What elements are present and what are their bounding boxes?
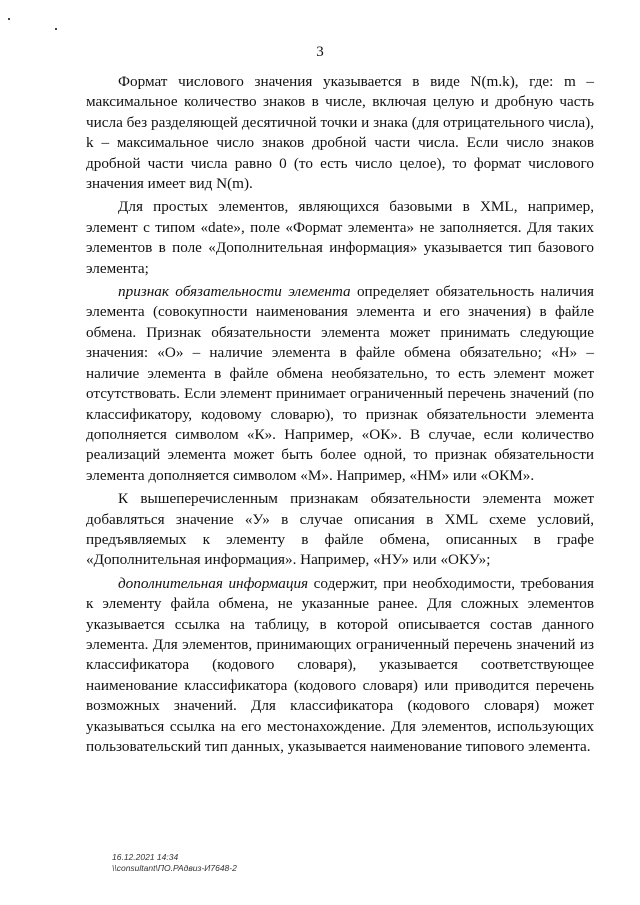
paragraph-text: Формат числового значения указывается в виде N(m.k), где: m – максимальное количество знаков в числе, включая целую и дробную часть числа без разделяющей десятичной точки и знака (для отрицательного числа), k – максимальное число знаков дробной части числа. Если число знаков дробной части числа равно 0 (то есть число целое), то формат числового значения имеет вид N(m).: [86, 73, 594, 193]
print-path: \\consultant\ПО.РАдвиз-И7648-2: [112, 863, 237, 873]
paragraph-text: К вышеперечисленным признакам обязательности элемента может добавляться значение «У» в случае описания в XML схеме условий, предъявляемых к элементу в файле обмена, описанных в графе «Дополнительная информация». Например, «НУ» или «ОКУ»;: [86, 490, 594, 569]
paragraph: [86, 282, 594, 486]
paragraph-text: Для простых элементов, являющихся базовыми в XML, например, элемент с типом «date», поле «Формат элемента» не заполняется. Для таких элементов в поле «Дополнительная информация» указывается тип базового элемента;: [86, 198, 594, 277]
print-timestamp: 16.12.2021 14:34: [112, 852, 179, 862]
paragraph-text: содержит, при необходимости, требования к элементу файла обмена, не указанные ранее. Для сложных элементов указывается ссылка на таблицу, в которой описывается состав данного элемента. Для элементов, принимающих ограниченный перечень значений из классификатора (кодового словаря), указывается соответствующее наименование классификатора (кодового словаря) или приводится перечень возможных значений. Для классификатора (кодового словаря) может указываться ссылка на его местонахождение. Для элементов, использующих пользовательский тип данных, указывается наименование типового элемента.: [86, 574, 594, 755]
scan-speck: [55, 28, 57, 30]
page-number: 3: [316, 44, 324, 60]
paragraph: [86, 489, 594, 571]
paragraph: [86, 197, 594, 279]
paragraph-lead: дополнительная информация: [118, 574, 309, 592]
body-text: [86, 72, 594, 757]
paragraph-text: определяет обязательность наличия элемента (совокупности наименования элемента и его значения) в файле обмена. Признак обязательности элемента может принимать следующие значения: «О» – наличие элемента в файле обмена обязательно; «Н» – наличие элемента в файле обмена необязательно, то есть элемент может отсутствовать. Если элемент принимает ограниченный перечень значений (по классификатору, кодовому словарю), то признак обязательности элемента дополняется символом «К». Например, «ОК». В случае, если количество реализаций элемента может быть более одной, то признак обязательности элемента дополняется символом «М». Например, «НМ» или «ОКМ».: [86, 283, 594, 484]
print-footer: [112, 852, 237, 874]
paragraph: [86, 574, 594, 758]
paragraph: [86, 72, 594, 194]
paragraph-lead: признак обязательности элемента: [118, 283, 351, 301]
scan-speck: [8, 18, 10, 20]
